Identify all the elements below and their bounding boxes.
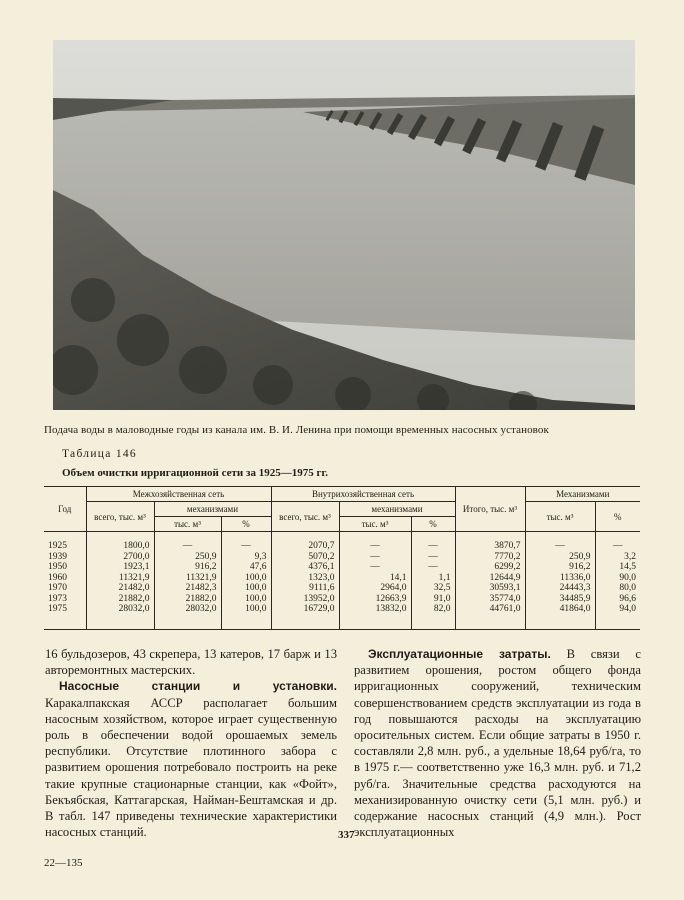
table-cell: 1,1 — [438, 572, 451, 583]
table-cell: 1939 — [48, 551, 67, 562]
col-inter-total — [86, 532, 154, 630]
table-cell: 14,1 — [389, 572, 407, 583]
col-inter-pct — [221, 532, 271, 630]
canal-photo — [53, 40, 635, 410]
table-cell: 100,0 — [245, 604, 267, 614]
table-cell: — — [428, 541, 438, 551]
table-cell: 94,0 — [619, 604, 636, 614]
col-total — [455, 532, 525, 630]
table-cell: 11321,9 — [185, 572, 217, 583]
header-total: Итого, тыс. м³ — [455, 487, 525, 532]
table-cell: 24443,3 — [559, 583, 591, 593]
header-intra-mech-percent: % — [411, 517, 455, 532]
table-cell: 21882,0 — [185, 593, 217, 604]
table-cell: 4376,1 — [308, 562, 335, 572]
table-cell: — — [428, 551, 438, 562]
table-cell: 13832,0 — [375, 604, 407, 614]
table-cell: 1973 — [48, 593, 67, 604]
table-cell: 30593,1 — [489, 583, 521, 593]
table-cell: 100,0 — [245, 583, 267, 593]
printer-signature: 22—135 — [44, 857, 83, 869]
header-intra-total: всего, тыс. м³ — [271, 502, 339, 532]
page-number: 337 — [338, 829, 355, 841]
photo-caption: Подача воды в маловодные годы из канала им. В. И. Ленина при помощи временных насосных установок — [44, 424, 549, 436]
pumping-stations-heading: Насосные станции и установки. — [59, 679, 337, 694]
table-body-row — [44, 532, 640, 630]
table-cell: 250,9 — [195, 551, 217, 562]
table-cell: 32,5 — [433, 583, 451, 593]
table-cell: 916,2 — [569, 562, 591, 572]
col-intra-total — [271, 532, 339, 630]
table-cell: 34485,9 — [559, 593, 591, 604]
table-cell: 35774,0 — [489, 593, 521, 604]
table-cell: 250,9 — [569, 551, 591, 562]
table-cell: 21482,0 — [118, 583, 150, 593]
table-cell: 14,5 — [619, 562, 636, 572]
header-inter-mech-thousand: тыс. м³ — [154, 517, 221, 532]
table-cell: 1800,0 — [123, 541, 150, 551]
operating-costs-heading: Эксплуатационные затраты. — [368, 647, 551, 661]
table-cell: 16729,0 — [303, 604, 335, 614]
table-cell: 44761,0 — [489, 604, 521, 614]
table-cell: — — [428, 562, 438, 572]
table-cell: 91,0 — [433, 593, 451, 604]
table-cell: 1925 — [48, 541, 67, 551]
left-text-column — [45, 646, 337, 840]
table-cell: 1950 — [48, 562, 67, 572]
table-cell: 82,0 — [433, 604, 451, 614]
table-cell: 916,2 — [195, 562, 217, 572]
table-cell: — — [555, 541, 565, 551]
header-intra-mechanized: механизмами — [339, 502, 455, 517]
table-cell: — — [370, 551, 380, 562]
col-year — [44, 532, 86, 630]
table-cell: 21882,0 — [118, 593, 150, 604]
table-cell: — — [613, 541, 623, 551]
header-mech-percent: % — [595, 502, 640, 532]
table-cell: 1970 — [48, 583, 67, 593]
table-cell: 2964,0 — [380, 583, 407, 593]
table-cell: 2700,0 — [123, 551, 150, 562]
table-cell: 7770,2 — [494, 551, 521, 562]
table-cell: 100,0 — [245, 593, 267, 604]
header-inter-total: всего, тыс. м³ — [86, 502, 154, 532]
header-inter-mech-percent: % — [221, 517, 271, 532]
table-cell: 41864,0 — [559, 604, 591, 614]
table-cell: 80,0 — [619, 583, 636, 593]
table-cell: 5070,2 — [308, 551, 335, 562]
table-cell: 9111,6 — [309, 583, 335, 593]
table-cell: — — [370, 541, 380, 551]
table-cell: 11321,9 — [118, 572, 150, 583]
table-cell: 9,3 — [254, 551, 267, 562]
table-cell: 21482,3 — [185, 583, 217, 593]
left-lead-paragraph: 16 бульдозеров, 43 скрепера, 13 катеров, 17 барж и 13 авторемонтных мастерских. — [45, 647, 337, 678]
table-cell: — — [370, 562, 380, 572]
header-intra-mech-thousand: тыс. м³ — [339, 517, 411, 532]
table-cell: 11336,0 — [559, 572, 591, 583]
pumping-stations-text: Каракалпакская АССР располагает большим насосным хозяйством, которое играет существенную роль в обеспечении водой орошаемых земель республики. Отсутствие плотинного забора с развитием орошения потребовало построить на реке такие крупные стационарные станции, как «Фойт», Бекъябская, Каттагарская, Найман-Бештамская и др. В табл. 147 приведены технические характеристики насосных станций. — [45, 695, 337, 840]
table-cell: 96,6 — [619, 593, 636, 604]
table-cell: 28032,0 — [118, 604, 150, 614]
table-cell: 100,0 — [245, 572, 267, 583]
header-intra-farm: Внутрихозяйственная сеть — [271, 487, 455, 502]
col-mech-pct — [595, 532, 640, 630]
header-inter-farm: Межхозяйственная сеть — [86, 487, 271, 502]
table-cell: 47,6 — [249, 562, 267, 572]
operating-costs-text: В связи с развитием орошения, ростом общего фонда ирригационных сооружений, техническим совершенствованием средств эксплуатации из года в год повышаются расходы на эксплуатацию оросительных систем. Если общие затраты в 1950 г. составляли 2,8 млн. руб., а удельные 18,64 руб/га, то в 1975 г.— соответственно уже 16,3 млн. руб. и 71,2 руб/га. Значительные средства расходуются на механизированную очистку сети (5,1 млн. руб.) и содержание насосных станций (4,9 млн.). Рост эксплуатационных — [354, 647, 641, 840]
table-cell: 2070,7 — [308, 541, 335, 551]
table-number: Таблица 146 — [62, 448, 137, 460]
table-cell: 12644,9 — [489, 572, 521, 583]
table-cell: 28032,0 — [185, 604, 217, 614]
table-cell: 1960 — [48, 572, 67, 583]
table-title: Объем очистки ирригационной сети за 1925—1975 гг. — [62, 467, 328, 479]
col-inter-mech — [154, 532, 221, 630]
header-mechanisms: Механизмами — [525, 487, 640, 502]
table-cell: — — [241, 541, 251, 551]
table-cell: 1923,1 — [123, 562, 150, 572]
right-text-column — [354, 646, 641, 840]
table-cell: 3870,7 — [494, 541, 521, 551]
table-cell: 1975 — [48, 604, 67, 614]
table-cell: 1323,0 — [308, 572, 335, 583]
table-cell: 12663,9 — [375, 593, 407, 604]
header-mech-thousand: тыс. м³ — [525, 502, 595, 532]
col-intra-mech — [339, 532, 411, 630]
table-cell: — — [182, 541, 193, 551]
header-year: Год — [44, 487, 86, 532]
operating-costs-paragraph — [354, 646, 641, 840]
table-cell: 90,0 — [619, 572, 636, 583]
table-cell: 6299,2 — [494, 562, 521, 572]
header-inter-mechanized: механизмами — [154, 502, 271, 517]
cleaning-volume-table — [44, 486, 640, 630]
table-cell: 3,2 — [624, 551, 636, 562]
col-mech-total — [525, 532, 595, 630]
table-cell: 13952,0 — [303, 593, 335, 604]
col-intra-pct — [411, 532, 455, 630]
pumping-stations-paragraph — [45, 678, 337, 840]
